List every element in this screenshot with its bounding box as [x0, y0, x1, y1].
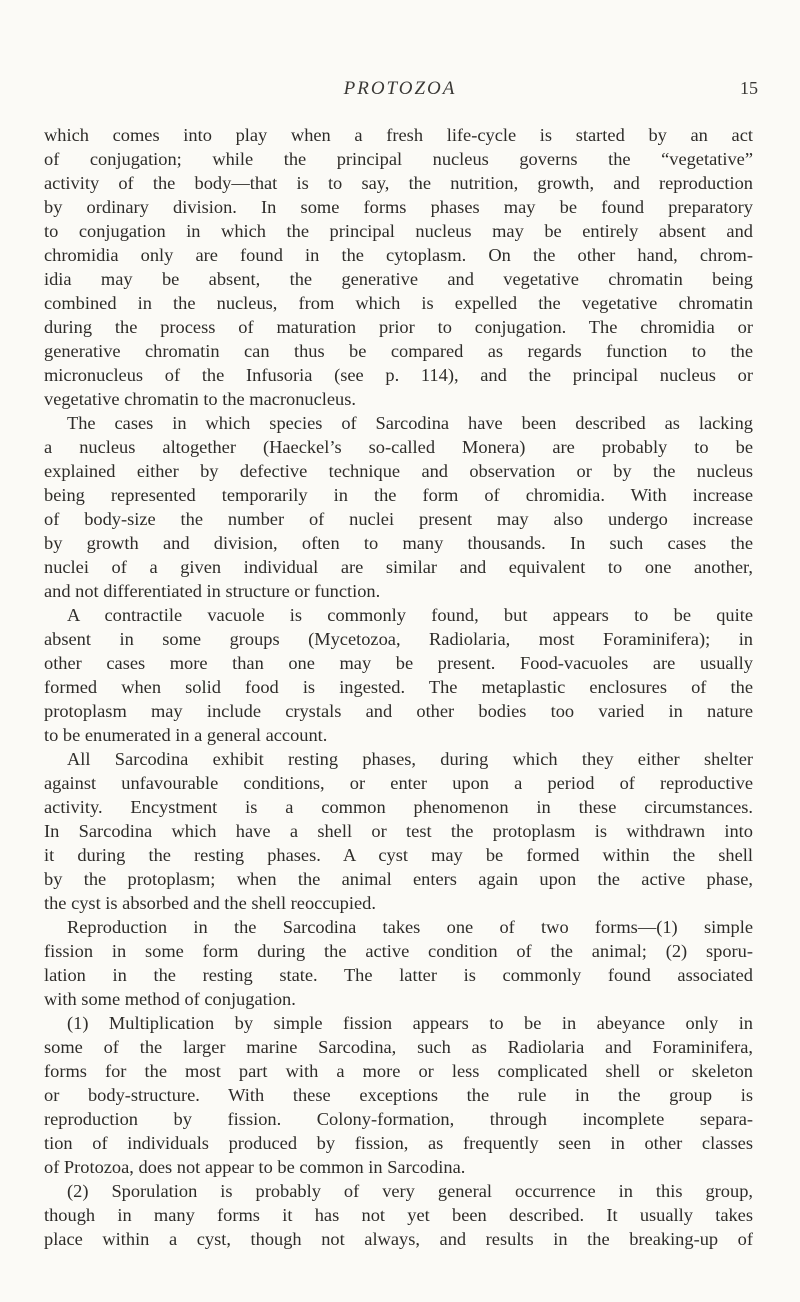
text-line: tion of individuals produced by fission, as frequently seen in other classes [44, 1133, 753, 1153]
text-line: activity. Encystment is a common phenomenon in these circumstances. [44, 797, 753, 817]
text-line: micronucleus of the Infusoria (see p. 114), and the principal nucleus or [44, 365, 753, 385]
text-line: (2) Sporulation is probably of very general occurrence in this group, [67, 1181, 753, 1201]
text-line: forms for the most part with a more or less complicated shell or skeleton [44, 1061, 753, 1081]
text-line: of body-size the number of nuclei present may also undergo increase [44, 509, 753, 529]
text-line: the cyst is absorbed and the shell reoccupied. [44, 893, 376, 913]
text-line: during the process of maturation prior to conjugation. The chromidia or [44, 317, 753, 337]
text-line: reproduction by fission. Colony-formation, through incomplete separa- [44, 1109, 753, 1129]
text-line: combined in the nucleus, from which is expelled the vegetative chromatin [44, 293, 753, 313]
text-line: a nucleus altogether (Haeckel’s so-called Monera) are probably to be [44, 437, 753, 457]
text-line: explained either by defective technique and observation or by the nucleus [44, 461, 753, 481]
text-line: absent in some groups (Mycetozoa, Radiolaria, most Foraminifera); in [44, 629, 753, 649]
text-line: to conjugation in which the principal nucleus may be entirely absent and [44, 221, 753, 241]
text-line: some of the larger marine Sarcodina, such as Radiolaria and Foraminifera, [44, 1037, 753, 1057]
text-line: by ordinary division. In some forms phases may be found preparatory [44, 197, 753, 217]
body-text [44, 123, 753, 1251]
running-title: PROTOZOA [343, 78, 457, 99]
text-line: being represented temporarily in the form of chromidia. With increase [44, 485, 753, 505]
text-line: vegetative chromatin to the macronucleus. [44, 389, 357, 409]
text-line: by the protoplasm; when the animal enters again upon the active phase, [44, 869, 753, 889]
text-line: to be enumerated in a general account. [44, 725, 328, 745]
page-number: 15 [740, 78, 758, 98]
text-line: generative chromatin can thus be compared as regards function to the [44, 341, 753, 361]
text-line: lation in the resting state. The latter is commonly found associated [44, 965, 753, 985]
text-line: other cases more than one may be present. Food-vacuoles are usually [44, 653, 753, 673]
text-line: Reproduction in the Sarcodina takes one of two forms—(1) simple [67, 917, 753, 937]
text-line: though in many forms it has not yet been described. It usually takes [44, 1205, 753, 1225]
text-line: against unfavourable conditions, or enter upon a period of reproductive [44, 773, 753, 793]
text-line: A contractile vacuole is commonly found, but appears to be quite [67, 605, 753, 625]
text-line: and not differentiated in structure or function. [44, 581, 381, 601]
text-line: activity of the body—that is to say, the nutrition, growth, and reproduction [44, 173, 753, 193]
text-line: it during the resting phases. A cyst may be formed within the shell [44, 845, 753, 865]
text-line: with some method of conjugation. [44, 989, 296, 1009]
text-line: of conjugation; while the principal nucleus governs the “vegetative” [44, 149, 753, 169]
text-line: In Sarcodina which have a shell or test the protoplasm is withdrawn into [44, 821, 753, 841]
text-line: nuclei of a given individual are similar and equivalent to one another, [44, 557, 753, 577]
text-line: formed when solid food is ingested. The metaplastic enclosures of the [44, 677, 753, 697]
text-line: idia may be absent, the generative and vegetative chromatin being [44, 269, 753, 289]
text-line: chromidia only are found in the cytoplasm. On the other hand, chrom- [44, 245, 753, 265]
text-line: place within a cyst, though not always, and results in the breaking-up of [44, 1229, 753, 1249]
text-line: or body-structure. With these exceptions the rule in the group is [44, 1085, 753, 1105]
text-line: All Sarcodina exhibit resting phases, during which they either shelter [67, 749, 753, 769]
text-line: by growth and division, often to many thousands. In such cases the [44, 533, 753, 553]
text-line: which comes into play when a fresh life-cycle is started by an act [44, 125, 753, 145]
text-line: The cases in which species of Sarcodina have been described as lacking [67, 413, 753, 433]
text-line: fission in some form during the active condition of the animal; (2) sporu- [44, 941, 753, 961]
text-line: of Protozoa, does not appear to be common in Sarcodina. [44, 1157, 466, 1177]
text-line: (1) Multiplication by simple fission appears to be in abeyance only in [67, 1013, 753, 1033]
text-line: protoplasm may include crystals and other bodies too varied in nature [44, 701, 753, 721]
